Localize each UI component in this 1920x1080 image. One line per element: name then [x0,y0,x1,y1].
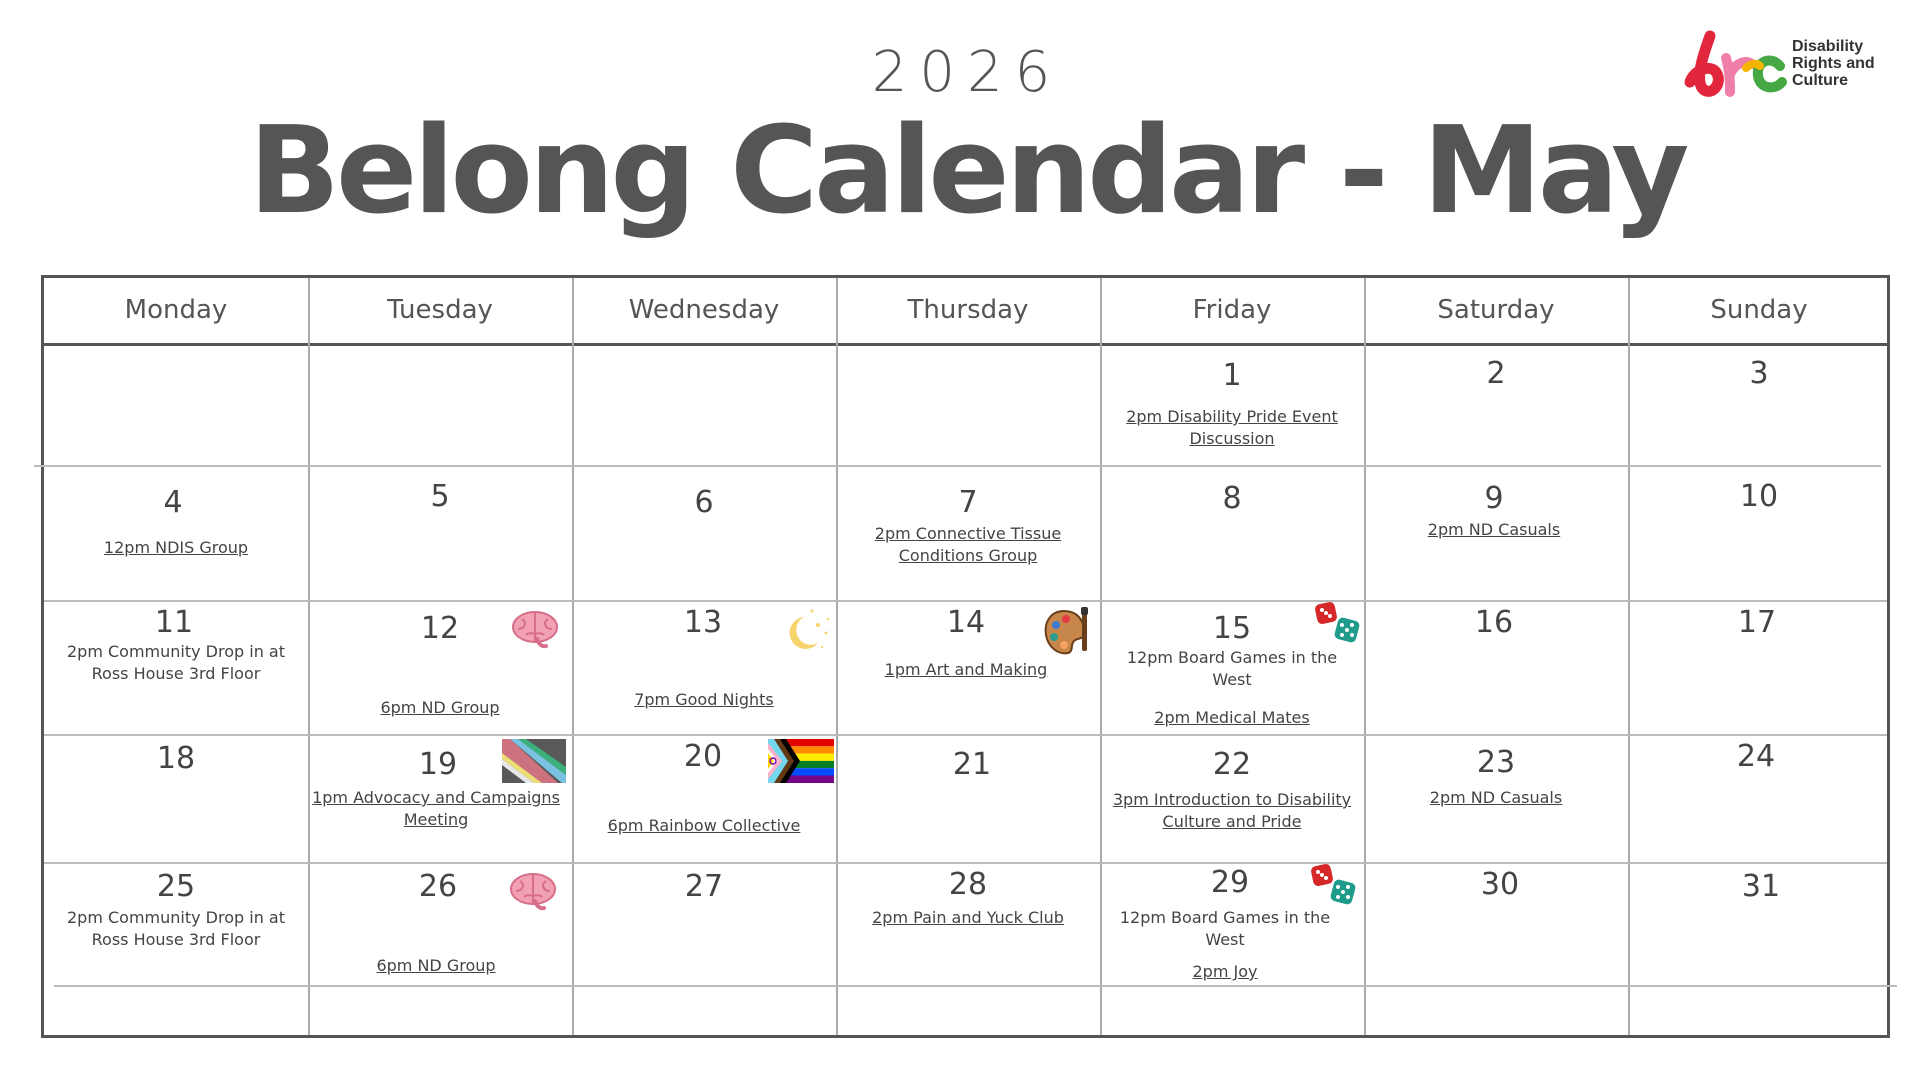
weekday-saturday: Saturday [1437,295,1555,325]
drc-logo-mark [1680,28,1790,98]
day-number: 13 [683,605,723,640]
day-number: 11 [154,605,194,640]
brain-icon [510,609,560,649]
day-number: 7 [958,485,978,520]
day-number: 16 [1474,605,1514,640]
day-cell-21[interactable] [836,735,1100,862]
event-text: 2pm Community Drop in at Ross House 3rd Floor [66,908,286,949]
day-cell-3[interactable] [1628,346,1890,465]
day-cell-15[interactable] [1100,601,1364,734]
day-cell-9[interactable] [1364,467,1628,600]
day-number: 14 [946,605,986,640]
day-cell-5[interactable] [308,467,572,600]
event-link[interactable]: 12pm NDIS Group [103,538,249,557]
day-number: 17 [1737,605,1777,640]
logo-line-2: Rights and [1792,55,1875,72]
day-cell-1[interactable] [1100,346,1364,465]
disability-pride-flag-icon [502,739,566,783]
day-number: 12 [420,611,460,646]
day-number: 22 [1212,747,1252,782]
day-cell-14[interactable] [836,601,1100,734]
moon-stars-icon [778,603,834,659]
calendar-year: 2026 [871,40,1063,105]
event-link[interactable]: 2pm Disability Pride Event Discussion [1126,407,1338,448]
logo-line-3: Culture [1792,72,1848,89]
day-cell-4[interactable] [44,467,308,600]
day-cell-25[interactable] [44,863,308,986]
day-number: 2 [1486,356,1506,391]
day-cell-8[interactable] [1100,467,1364,600]
weekday-header-row [44,278,1887,346]
day-number: 30 [1480,867,1520,902]
page-title: Belong Calendar - May [248,102,1686,241]
day-number: 8 [1222,481,1242,516]
day-number: 10 [1739,479,1779,514]
event-link[interactable]: 2pm Pain and Yuck Club [872,908,1064,927]
event-link[interactable]: 6pm ND Group [380,698,500,717]
day-cell-26[interactable] [308,863,572,986]
day-cell-17[interactable] [1628,601,1890,734]
day-cell-10[interactable] [1628,467,1890,600]
day-cell-31[interactable] [1628,863,1890,986]
weekday-wednesday: Wednesday [628,295,780,325]
day-number: 6 [694,485,714,520]
day-number: 18 [156,741,196,776]
event-text: 12pm Board Games in the West [1119,908,1331,949]
day-cell-24[interactable] [1628,735,1890,862]
event-link[interactable]: 2pm ND Casuals [1427,520,1561,539]
event-text: 12pm Board Games in the West [1126,648,1338,689]
day-cell-22[interactable] [1100,735,1364,862]
day-number: 5 [430,479,450,514]
day-cell-30[interactable] [1364,863,1628,986]
day-cell-20[interactable] [572,735,836,862]
day-number: 28 [948,867,988,902]
day-cell-28[interactable] [836,863,1100,986]
day-number: 29 [1210,865,1250,900]
brain-icon [508,871,558,911]
weekday-thursday: Thursday [907,295,1029,325]
day-number: 23 [1476,745,1516,780]
day-cell-27[interactable] [572,863,836,986]
day-cell-29[interactable] [1100,863,1364,986]
event-text: 2pm Community Drop in at Ross House 3rd Floor [66,642,286,683]
day-number: 1 [1222,358,1242,393]
event-link[interactable]: 3pm Introduction to Disability Culture and Pride [1112,790,1352,831]
progress-pride-flag-icon [768,739,834,783]
day-cell-16[interactable] [1364,601,1628,734]
event-link[interactable]: 2pm Medical Mates [1154,708,1310,727]
event-link[interactable]: 2pm Connective Tissue Conditions Group [874,524,1062,565]
weekday-sunday: Sunday [1710,295,1808,325]
day-number: 20 [683,739,723,774]
day-number: 27 [684,869,724,904]
logo-line-1: Disability [1792,38,1864,55]
drc-logo [1680,28,1880,98]
day-cell-7[interactable] [836,467,1100,600]
palette-icon [1042,605,1092,661]
event-link[interactable]: 2pm Joy [1192,962,1258,981]
weekday-monday: Monday [124,295,228,325]
weekday-friday: Friday [1192,295,1272,325]
event-link[interactable]: 7pm Good Nights [634,690,774,709]
day-number: 4 [163,485,183,520]
event-link[interactable]: 6pm Rainbow Collective [607,816,801,835]
event-link[interactable]: 2pm ND Casuals [1429,788,1563,807]
day-number: 19 [418,747,458,782]
day-number: 9 [1484,481,1504,516]
day-cell-6[interactable] [572,467,836,600]
day-number: 3 [1749,356,1769,391]
dice-icon [1314,601,1362,645]
day-number: 21 [952,747,992,782]
event-link[interactable]: 6pm ND Group [376,956,496,975]
calendar-grid [41,275,1890,1038]
event-link[interactable]: 1pm Advocacy and Campaigns Meeting [312,788,560,829]
day-number: 31 [1741,869,1781,904]
day-cell-11[interactable] [44,601,308,734]
day-number: 24 [1736,739,1776,774]
logo-text [1792,38,1892,89]
event-link[interactable]: 1pm Art and Making [884,660,1048,679]
day-number: 15 [1212,611,1252,646]
day-number: 25 [156,869,196,904]
day-cell-19[interactable] [308,735,572,862]
day-cell-2[interactable] [1364,346,1628,465]
day-number: 26 [418,869,458,904]
dice-icon [1310,863,1358,907]
day-cell-13[interactable] [572,601,836,734]
weekday-tuesday: Tuesday [387,295,493,325]
day-cell-23[interactable] [1364,735,1628,862]
day-cell-12[interactable] [308,601,572,734]
day-cell-18[interactable] [44,735,308,862]
